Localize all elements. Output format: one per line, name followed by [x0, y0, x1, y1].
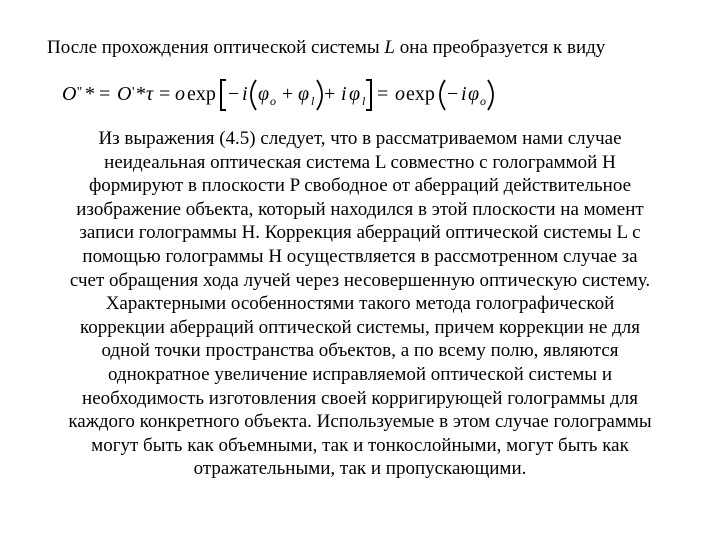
formula-right-square-bracket — [366, 80, 371, 110]
formula-phi2: φ — [298, 83, 310, 105]
formula-phi1: φ — [258, 83, 270, 105]
paragraph-line: Характерными особенностями такого метода голографической — [105, 293, 615, 315]
formula-sub-l1: l — [311, 94, 315, 108]
intro-text-after: она преобразуется к виду — [394, 37, 606, 58]
formula-exp2: exp — [406, 83, 435, 105]
formula-left-paren — [251, 80, 256, 110]
formula-lhs2: O — [117, 83, 132, 105]
formula-lhs1: O — [62, 83, 77, 105]
paragraph-line: записи голограммы H. Коррекция аберраций оптической системы L с — [79, 222, 641, 244]
paragraph-line: формируют в плоскости P свободное от аберраций действительное — [88, 175, 632, 197]
formula — [62, 72, 502, 116]
formula-i2: i — [341, 83, 347, 105]
formula-star1: * — [85, 83, 95, 105]
paragraph-line: Из выражения (4.5) следует, что в рассматриваемом нами случае — [98, 128, 622, 149]
formula-star2: * — [136, 83, 146, 105]
formula-phi3: φ — [349, 83, 361, 105]
formula-sub-o2: o — [480, 94, 486, 108]
intro-sentence — [47, 36, 687, 60]
formula-prime1: '' — [77, 85, 83, 100]
formula-sub-o1: o — [270, 94, 276, 108]
paragraph-line: могут быть как объемными, так и тонкослойными, могут быть как — [91, 434, 629, 456]
formula-o1: o — [175, 83, 185, 105]
paragraph-line: счет обращения хода лучей через несовершенную оптическую систему. — [69, 269, 651, 291]
formula-o2: o — [395, 83, 405, 105]
formula-phi4: φ — [468, 83, 480, 105]
formula-left-paren-2 — [440, 80, 445, 110]
paragraph-line: отражательными, так и пропускающими. — [193, 458, 527, 480]
formula-left-square-bracket — [221, 80, 226, 110]
intro-variable-L: L — [384, 37, 395, 58]
paragraph-line: одной точки пространства объектов, а по всему полю, являются — [101, 340, 619, 362]
formula-i3: i — [461, 83, 467, 105]
formula-eq1: = — [99, 83, 111, 105]
formula-svg — [62, 72, 502, 116]
formula-minus2: − — [447, 83, 459, 105]
formula-exp1: exp — [187, 83, 216, 105]
formula-eq2: = — [159, 83, 171, 105]
formula-tau: τ — [146, 83, 154, 105]
formula-right-paren-2 — [488, 80, 493, 110]
formula-plus1: + — [282, 83, 294, 105]
intro-text-before: После прохождения оптической системы — [47, 37, 385, 58]
formula-right-paren — [317, 80, 322, 110]
body-paragraph — [40, 127, 680, 481]
paragraph-line: однократное увеличение исправляемой оптической системы и — [107, 363, 612, 385]
formula-prime2: ' — [132, 85, 135, 100]
paragraph-line: необходимость изготовления своей корригирующей голограммы для — [82, 387, 638, 409]
paragraph-line: помощью голограммы H осуществляется в рассмотренном случае за — [82, 245, 638, 267]
paragraph-line: каждого конкретного объекта. Используемые в этом случае голограммы — [68, 411, 652, 433]
paragraph-line: изображение объекта, который находился в этой плоскости на момент — [76, 198, 644, 220]
formula-minus1: − — [228, 83, 240, 105]
formula-i1: i — [242, 83, 248, 105]
formula-eq3: = — [377, 83, 389, 105]
formula-sub-l2: l — [362, 94, 366, 108]
paragraph-line: коррекции аберраций оптической системы, причем коррекции не для — [80, 316, 640, 338]
paragraph-line: неидеальная оптическая система L совместно с голограммой H — [104, 151, 616, 173]
formula-plus2: + — [324, 83, 336, 105]
